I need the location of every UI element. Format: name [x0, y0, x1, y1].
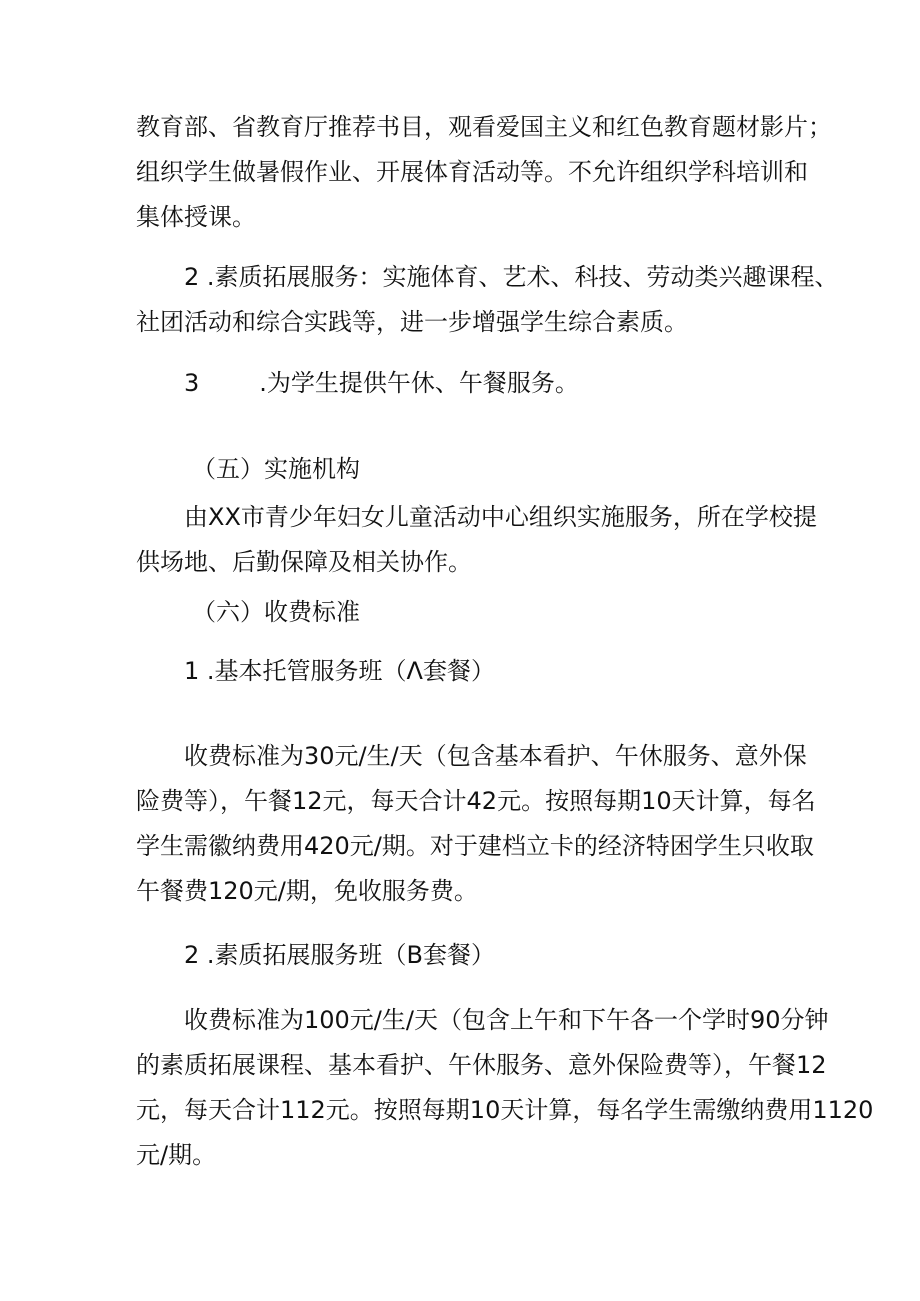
text-line: 午餐费120元/期，免收服务费。 — [136, 877, 478, 905]
list-number: 3 — [184, 369, 200, 397]
list-item-lunch-service — [184, 361, 579, 406]
paragraph-package-a-fees — [136, 734, 816, 914]
text-line: 集体授课。 — [136, 203, 256, 231]
text-line: 学生需徽纳费用420元/期。对于建档立卡的经济特困学生只收取 — [136, 832, 814, 860]
text-line: 教育部、省教育厅推荐书目，观看爱国主义和红色教育题材影片； — [136, 113, 832, 141]
paragraph-activities — [136, 105, 832, 240]
paragraph-package-b-fees — [136, 998, 874, 1178]
text-line: 险费等），午餐12元，每天合计42元。按照每期10天计算，每名 — [136, 787, 816, 815]
text-line: 元/期。 — [136, 1141, 217, 1169]
text-line: 由XX市青少年妇女儿童活动中心组织实施服务，所在学校提 — [184, 503, 817, 531]
paragraph-implementation — [136, 495, 817, 585]
text-line: 的素质拓展课程、基本看护、午休服务、意外保险费等），午餐12 — [136, 1051, 827, 1079]
text-line: 收费标准为30元/生/天（包含基本看护、午休服务、意外保 — [184, 742, 807, 770]
text-line: 收费标准为100元/生/天（包含上午和下午各一个学时90分钟 — [184, 1006, 829, 1034]
paragraph-quality-service — [136, 255, 839, 345]
text-line: 组织学生做暑假作业、开展体育活动等。不允许组织学科培训和 — [136, 158, 808, 186]
text-line: 2 .素质拓展服务：实施体育、艺术、科技、劳动类兴趣课程、 — [184, 263, 839, 291]
section-heading-implementation: （五）实施机构 — [192, 455, 360, 483]
list-item-package-a: 1 .基本托管服务班（Λ套餐） — [184, 657, 495, 685]
text-line: 供场地、后勤保障及相关协作。 — [136, 548, 472, 576]
section-heading-fees: （六）收费标准 — [192, 598, 360, 626]
list-item-package-b: 2 .素质拓展服务班（B套餐） — [184, 941, 495, 969]
list-item-text: .为学生提供午休、午餐服务。 — [259, 369, 579, 397]
text-line: 元，每天合计112元。按照每期10天计算，每名学生需缴纳费用1120 — [136, 1096, 874, 1124]
text-line: 社团活动和综合实践等，进一步增强学生综合素质。 — [136, 308, 688, 336]
